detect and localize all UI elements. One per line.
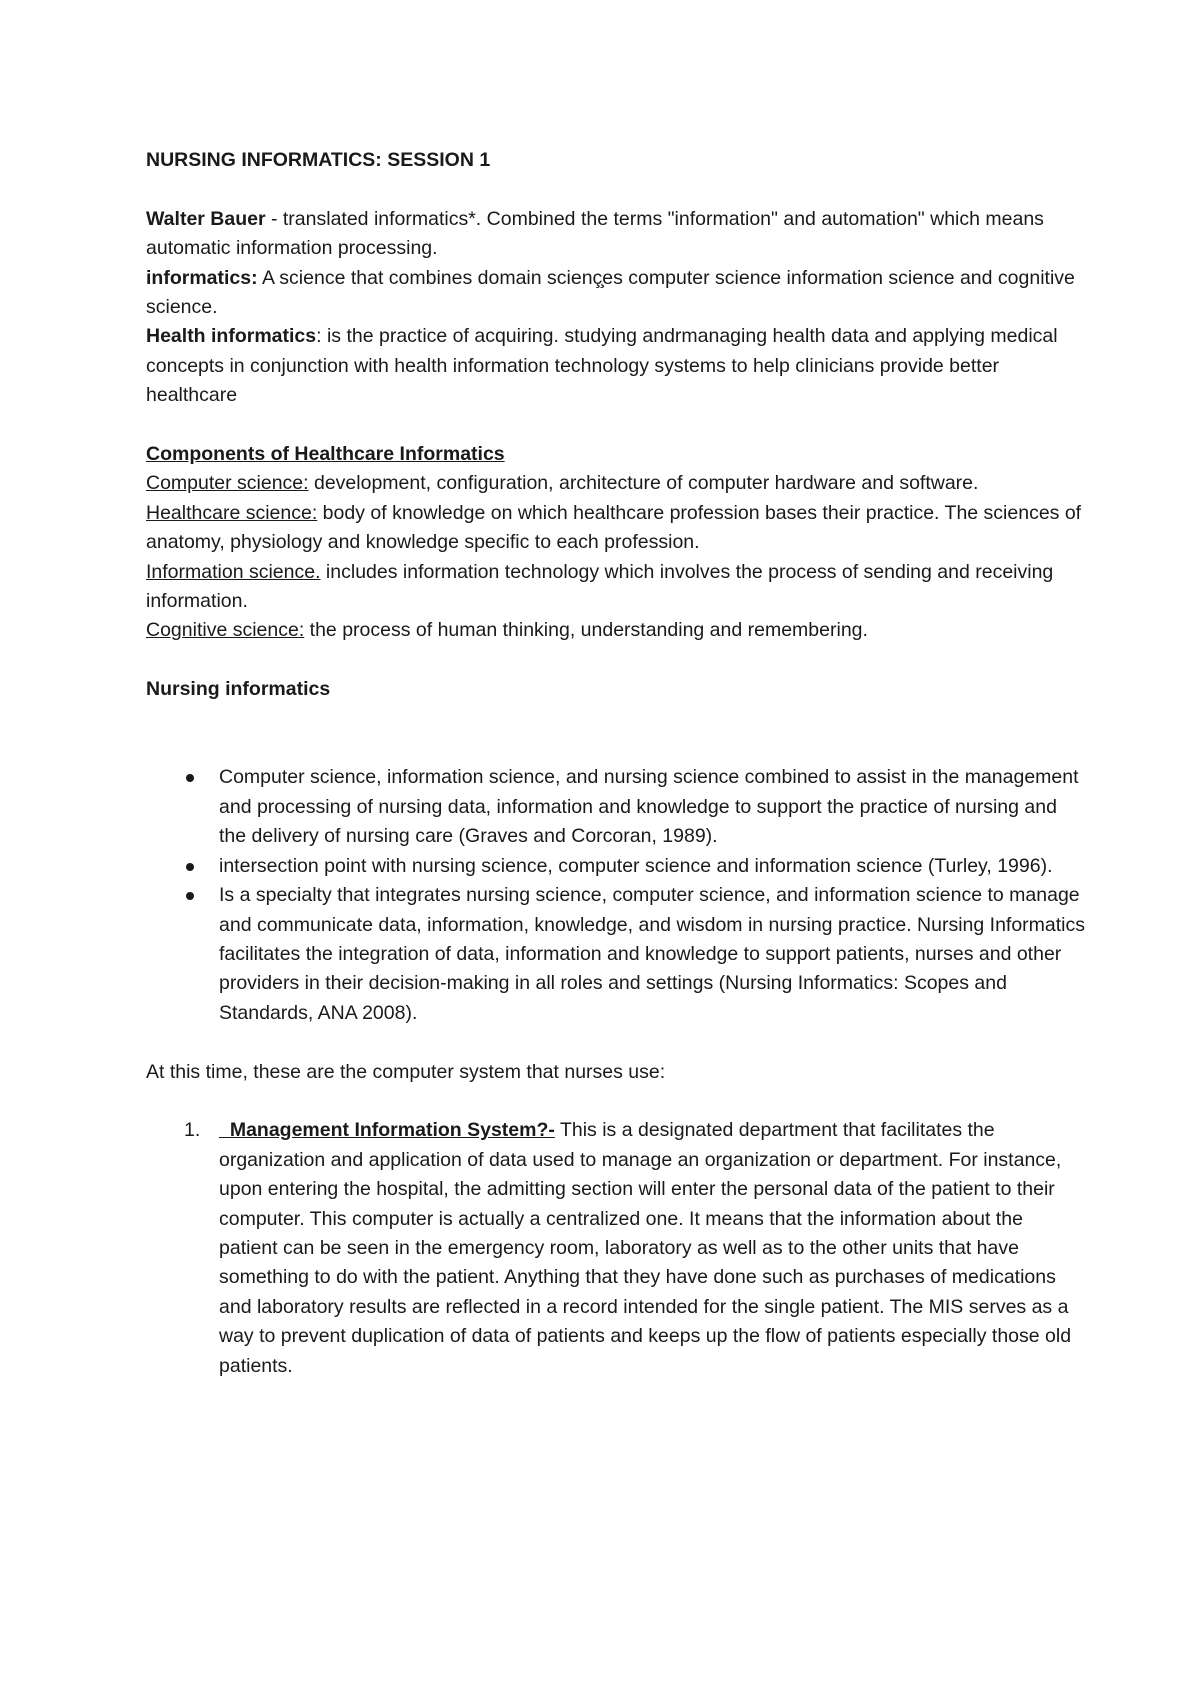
nursing-informatics-list (146, 763, 1086, 1028)
list-item (146, 1116, 1086, 1381)
components-heading: Components of Healthcare Informatics (146, 443, 505, 466)
bullet-icon (186, 863, 194, 871)
spacer (146, 175, 1086, 204)
definition-text: - translated informatics*. Combined the terms "information" and automation" which means automatic information processing. (146, 207, 1044, 260)
list-item (146, 852, 1086, 881)
definition-term: Health informatics (146, 325, 317, 348)
component-term: Information science. (146, 560, 321, 583)
component-cognitive-science (146, 616, 1086, 645)
spacer (146, 1087, 1086, 1116)
definition-health-informatics (146, 322, 1086, 410)
list-item (146, 763, 1086, 851)
definition-text: : is the practice of acquiring. studying andrmanaging health data and applying medical concepts in conjunction with health information technology systems to help clinicians provide better healthcare (146, 325, 1058, 407)
intro-text: At this time, these are the computer system that nurses use: (146, 1060, 666, 1083)
spacer (146, 1028, 1086, 1057)
component-text: the process of human thinking, understanding and remembering. (304, 619, 868, 642)
spacer (146, 646, 1086, 675)
definition-text: A science that combines domain scienç̧es computer science information science and cognitive science. (146, 266, 1075, 319)
component-term: Cognitive science: (146, 619, 305, 642)
system-term: Management Information System?- (219, 1119, 555, 1142)
spacer (146, 411, 1086, 440)
page-title: NURSING INFORMATICS: SESSION 1 (146, 149, 491, 171)
list-number: 1. (184, 1119, 201, 1142)
spacer (146, 705, 1086, 764)
component-healthcare-science (146, 499, 1086, 558)
list-item (146, 881, 1086, 1028)
systems-list (146, 1116, 1086, 1381)
bullet-icon (186, 892, 194, 900)
definition-walter-bauer (146, 205, 1086, 264)
component-term: Computer science: (146, 472, 309, 495)
component-information-science (146, 558, 1086, 617)
system-text: This is a designated department that facilitates the organization and application of data used to manage an organization or department. For instance, upon entering the hospital, the admitting section will enter the personal data of the patient to their computer. This computer is actually a centralized one. It means that the information about the patient can be seen in the emergency room, laboratory as well as to the other units that have something to do with the patient. Anything that they have done such as purchases of medications and laboratory results are reflected in a record intended for the single patient. The MIS serves as a way to prevent duplication of data of patients and keeps up the flow of patients especially those old patients. (219, 1119, 1072, 1377)
definition-term: informatics: (146, 266, 258, 289)
component-computer-science (146, 469, 1086, 498)
component-term: Healthcare science: (146, 501, 318, 524)
definition-term: Walter Bauer (146, 207, 266, 230)
component-text: body of knowledge on which healthcare profession bases their practice. The sciences of anatomy, physiology and knowledge specific to each profession. (146, 501, 1082, 554)
component-text: includes information technology which involves the process of sending and receiving information. (146, 560, 1054, 613)
bullet-icon (186, 774, 194, 782)
component-text: development, configuration, architecture of computer hardware and software. (308, 472, 979, 495)
nursing-informatics-heading: Nursing informatics (146, 678, 331, 701)
definition-informatics (146, 264, 1086, 323)
list-item-text: intersection point with nursing science, computer science and information science (Turley, 1996). (219, 854, 1053, 877)
list-item-text: Computer science, information science, and nursing science combined to assist in the management and processing of nursing data, information and knowledge to support the practice of nursing and the delivery of nursing care (Graves and Corcoran, 1989). (219, 766, 1079, 848)
document-page (146, 146, 1086, 1381)
list-item-text: Is a specialty that integrates nursing science, computer science, and information science to manage and communicate data, information, knowledge, and wisdom in nursing practice. Nursing Informatics facilitates the integration of data, information and knowledge to support patients, nurses and other providers in their decision-making in all roles and settings (Nursing Informatics: Scopes and Standards, ANA 2008). (219, 884, 1086, 1024)
